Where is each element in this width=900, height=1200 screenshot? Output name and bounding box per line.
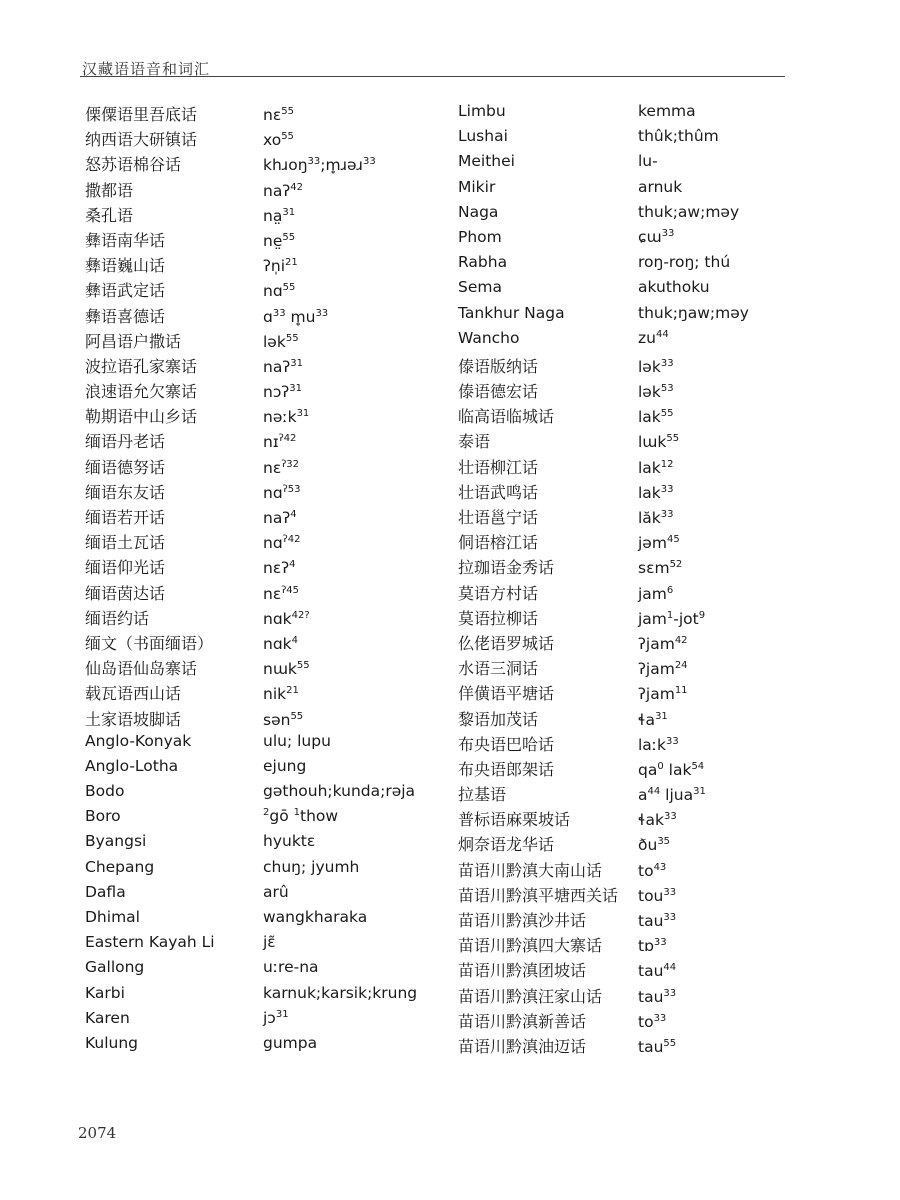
entry-row [85, 681, 455, 706]
word-form: nɑk$^4$ [263, 634, 299, 653]
entry-row [458, 379, 818, 404]
language-name: 浪速语允欠寨话 [85, 382, 198, 402]
word-form: lak$^{33}$ [638, 483, 674, 502]
entry-row [458, 707, 818, 732]
word-form: chuŋ; jyumh [263, 857, 360, 876]
language-name: Byangsi [85, 832, 147, 851]
entry-row [458, 203, 818, 228]
language-name: 侗语榕江话 [458, 533, 539, 553]
word-form: ɬa$^{31}$ [638, 710, 668, 729]
word-form: jəm$^{45}$ [638, 534, 680, 553]
entry-row [458, 908, 818, 933]
language-name: 彝语武定话 [85, 281, 166, 301]
right-column [458, 102, 818, 1059]
entry-row [85, 480, 455, 505]
language-name: Phom [458, 227, 502, 246]
word-form: kemma [638, 102, 696, 120]
language-name: 壮语武鸣话 [458, 482, 539, 502]
word-form: nɔʔ$^{31}$ [263, 382, 302, 402]
entry-row [458, 505, 818, 530]
word-form: na̤$^{31}$ [263, 206, 296, 225]
word-form: nɛ$^{ʔ45}$ [263, 584, 300, 603]
word-form: tou$^{33}$ [638, 886, 677, 905]
entry-row [85, 1034, 455, 1059]
word-form: lək$^{53}$ [638, 382, 674, 402]
word-form: arû [263, 882, 289, 901]
entry-row [85, 555, 455, 580]
header-rule [80, 76, 785, 77]
word-form: ne̤$^{55}$ [263, 231, 296, 250]
language-name: 苗语川黔滇四大寨话 [458, 936, 603, 956]
entry-row [85, 228, 455, 253]
word-form: roŋ-roŋ; thú [638, 253, 731, 272]
language-name: 缅语仰光话 [85, 558, 166, 578]
language-name: 苗语川黔滇平塘西关话 [458, 885, 619, 905]
word-form: ulu; lupu [263, 731, 331, 750]
entry-row [458, 152, 818, 177]
entry-row [458, 858, 818, 883]
entry-row [458, 555, 818, 580]
entry-row [458, 278, 818, 303]
entry-row [85, 958, 455, 983]
entry-row [458, 1009, 818, 1034]
word-form: nɪ$^{ʔ42}$ [263, 433, 297, 452]
entry-row [85, 832, 455, 857]
word-form: tau$^{33}$ [638, 987, 677, 1006]
entry-row [458, 782, 818, 807]
language-name: 傣语版纳话 [458, 356, 539, 376]
language-name: 土家语坡脚话 [85, 709, 182, 729]
language-name: 载瓦语西山话 [85, 684, 182, 704]
entry-row [458, 606, 818, 631]
language-name: Dhimal [85, 908, 140, 926]
word-form: laːk$^{33}$ [638, 735, 679, 754]
entry-row [85, 732, 455, 757]
language-name: 苗语川黔滇油迈话 [458, 1036, 587, 1056]
entry-row [458, 404, 818, 429]
word-form: uːre-na [263, 958, 319, 977]
language-name: 彝语巍山话 [85, 256, 166, 276]
entry-row [85, 429, 455, 454]
entry-row [85, 304, 455, 329]
language-name: 苗语川黔滇沙井话 [458, 911, 587, 930]
language-name: 缅语茵达话 [85, 583, 166, 603]
language-name: Kulung [85, 1033, 139, 1052]
language-name: 阿昌语户撒话 [85, 331, 182, 351]
word-form: nɯk$^{55}$ [263, 659, 310, 679]
entry-row [458, 178, 818, 203]
language-name: 黎语加茂话 [458, 709, 539, 729]
word-form: ejung [263, 756, 307, 775]
language-name: 布央语郎架话 [458, 759, 555, 779]
word-form: naʔ$^{42}$ [263, 181, 303, 200]
language-name: 缅文（书面缅语） [85, 633, 214, 653]
word-form: sən$^{55}$ [263, 710, 304, 729]
language-name: 缅语若开话 [85, 508, 166, 527]
entry-row [85, 858, 455, 883]
entry-row [85, 127, 455, 152]
language-name: 仫佬语罗城话 [458, 633, 555, 653]
entry-row [458, 429, 818, 454]
entry-row [85, 1009, 455, 1034]
language-name: 炯奈语龙华话 [458, 835, 555, 855]
word-form: tau$^{55}$ [638, 1037, 677, 1056]
word-form: khɹoŋ$^{33}$;m̥ɹəɹ$^{33}$ [263, 156, 376, 175]
entry-row [85, 455, 455, 480]
entry-row [85, 782, 455, 807]
language-name: Rabha [458, 253, 508, 272]
entry-row [458, 656, 818, 681]
entry-row [85, 203, 455, 228]
entry-row [85, 278, 455, 303]
word-form: ɕɯ$^{33}$ [638, 227, 675, 246]
word-form: $ðu^{35}$ [638, 836, 671, 855]
word-form: tɒ$^{33}$ [638, 937, 667, 956]
language-name: 勒期语中山乡话 [85, 407, 198, 427]
language-name: Dafla [85, 882, 126, 901]
entry-row [85, 581, 455, 606]
entry-row [458, 581, 818, 606]
language-name: Lushai [458, 127, 508, 146]
entry-row [85, 404, 455, 429]
entry-row [85, 807, 455, 832]
word-form: ʔjam$^{11}$ [638, 685, 688, 704]
word-form: akuthoku [638, 278, 710, 297]
word-form: $to^{33}$ [638, 1012, 667, 1031]
entry-row [85, 883, 455, 908]
language-name: 佯僙语平塘话 [458, 684, 555, 704]
language-name: 傈僳语里吾底话 [85, 105, 198, 124]
language-name: Wancho [458, 328, 520, 347]
language-name: Karbi [85, 983, 125, 1002]
word-form: $a^{44}$ ljua$^{31}$ [638, 785, 706, 805]
entry-row [458, 732, 818, 757]
word-form: $^2$gō $^1$thow [263, 807, 339, 826]
word-form: arnuk [638, 177, 683, 196]
entry-row [85, 354, 455, 379]
entry-row [85, 933, 455, 958]
entry-row [85, 707, 455, 732]
entry-row [85, 152, 455, 177]
language-name: Mikir [458, 177, 496, 196]
word-form: tau$^{44}$ [638, 962, 677, 981]
word-form: $to^{43}$ [638, 861, 667, 880]
language-name: 傣语德宏话 [458, 382, 539, 402]
language-name: Limbu [458, 102, 506, 120]
word-form: jɔ$^{31}$ [263, 1008, 289, 1027]
word-form: lăk$^{33}$ [638, 508, 674, 527]
left-column [85, 102, 455, 1059]
word-form: sɛm$^{52}$ [638, 559, 683, 578]
entry-row [85, 631, 455, 656]
language-name: 波拉语孔家寨话 [85, 356, 198, 376]
word-form: nɑ$^{55}$ [263, 282, 296, 301]
entry-row [85, 253, 455, 278]
entry-row [458, 933, 818, 958]
entry-row [458, 354, 818, 379]
language-name: 彝语喜德话 [85, 306, 166, 326]
entry-row [85, 908, 455, 933]
entry-row [458, 127, 818, 152]
language-name: 拉珈语金秀话 [458, 558, 555, 578]
entry-row [85, 329, 455, 354]
word-form: nɛ$^{ʔ32}$ [263, 458, 300, 477]
language-name: 桑孔语 [85, 205, 134, 225]
word-form: gumpa [263, 1033, 318, 1052]
word-form: wangkharaka [263, 908, 368, 926]
word-form: nɑ$^{ʔ42}$ [263, 534, 301, 553]
language-name: 纳西语大研镇话 [85, 130, 198, 150]
page-number: 2074 [78, 1124, 117, 1142]
entry-row [458, 253, 818, 278]
language-name: 泰语 [458, 432, 491, 452]
language-name: Karen [85, 1008, 130, 1027]
word-form: thuk;aw;məy [638, 202, 740, 221]
entry-row [458, 228, 818, 253]
entry-row [458, 455, 818, 480]
word-form: thûk;thûm [638, 127, 719, 146]
word-form: nɛʔ$^4$ [263, 559, 296, 578]
language-name: 缅语丹老话 [85, 432, 166, 452]
running-header: 汉藏语语音和词汇 [82, 60, 211, 78]
word-form: karnuk;karsik;krung [263, 983, 418, 1002]
language-name: 苗语川黔滇新善话 [458, 1011, 587, 1031]
entry-row [85, 505, 455, 530]
language-name: Gallong [85, 958, 145, 977]
language-name: 苗语川黔滇团坡话 [458, 961, 587, 981]
entry-row [458, 1034, 818, 1059]
language-name: 临高语临城话 [458, 407, 555, 427]
entry-row [458, 102, 818, 127]
language-name: 仙岛语仙岛寨话 [85, 659, 198, 679]
word-form: naʔ$^{31}$ [263, 357, 303, 376]
word-form: jam$^1$-jot$^9$ [638, 609, 706, 628]
entry-row [458, 329, 818, 354]
word-form: hyuktɛ [263, 832, 316, 851]
language-name: Anglo-Lotha [85, 756, 179, 775]
word-form: $xo^{55}$ [263, 131, 294, 150]
language-name: Tankhur Naga [458, 303, 565, 322]
word-form: ɬak$^{33}$ [638, 811, 677, 830]
language-name: 壮语柳江话 [458, 457, 539, 477]
entry-row [458, 757, 818, 782]
word-form: lu- [638, 152, 658, 171]
word-form: ɑ$^{33}$ $m̥u^{33}$ [263, 307, 329, 326]
language-name: 拉基语 [458, 785, 507, 805]
word-form: lɯk$^{55}$ [638, 433, 680, 452]
word-form: lək$^{33}$ [638, 357, 674, 376]
word-form: nəːk$^{31}$ [263, 408, 310, 427]
word-form: $zu^{44}$ [638, 328, 669, 347]
language-name: Bodo [85, 782, 125, 801]
language-name: Anglo-Konyak [85, 731, 192, 750]
word-form: ʔjam$^{42}$ [638, 634, 688, 653]
language-name: 莫语拉柳话 [458, 608, 539, 628]
entry-row [85, 178, 455, 203]
language-name: 普标语麻栗坡话 [458, 810, 571, 830]
language-name: 布央语巴哈话 [458, 734, 555, 754]
word-form: $qa^0$ lak$^{54}$ [638, 760, 705, 779]
word-form: thuk;ŋaw;məy [638, 303, 749, 322]
language-name: 莫语方村话 [458, 583, 539, 603]
language-name: 苗语川黔滇大南山话 [458, 860, 603, 880]
language-name: Chepang [85, 857, 155, 876]
word-form: gəthouh;kunda;rəja [263, 782, 416, 801]
entry-row [458, 530, 818, 555]
language-name: Meithei [458, 152, 515, 171]
language-name: 缅语德努话 [85, 457, 166, 477]
word-form: jɛ̃ [263, 933, 276, 952]
entry-row [458, 681, 818, 706]
entry-row [85, 757, 455, 782]
language-name: 壮语邕宁话 [458, 508, 539, 527]
entry-row [85, 656, 455, 681]
entry-row [85, 530, 455, 555]
language-name: 苗语川黔滇汪家山话 [458, 986, 603, 1006]
entry-row [458, 984, 818, 1009]
word-form: lək$^{55}$ [263, 332, 299, 351]
language-name: 水语三洞话 [458, 659, 539, 679]
entry-row [458, 883, 818, 908]
entry-row [458, 807, 818, 832]
language-name: 缅语土瓦话 [85, 533, 166, 553]
word-form: jam$^6$ [638, 584, 674, 603]
word-form: nɑ$^{ʔ53}$ [263, 483, 301, 502]
word-form: nɛ$^{55}$ [263, 105, 294, 124]
entry-row [458, 832, 818, 857]
entry-row [458, 958, 818, 983]
word-form: lak$^{12}$ [638, 458, 674, 477]
entry-row [458, 631, 818, 656]
language-name: 缅语东友话 [85, 482, 166, 502]
language-name: 缅语约话 [85, 608, 150, 628]
language-name: Boro [85, 807, 121, 826]
word-form: naʔ$^4$ [263, 508, 297, 527]
word-form: lak$^{55}$ [638, 408, 674, 427]
language-name: Sema [458, 278, 502, 297]
entry-row [85, 379, 455, 404]
entry-row [458, 480, 818, 505]
entry-row [85, 606, 455, 631]
language-name: Naga [458, 202, 499, 221]
language-name: 彝语南华话 [85, 230, 166, 250]
word-form: $ʔn̩i^{21}$ [263, 256, 298, 276]
word-form: tau$^{33}$ [638, 911, 677, 930]
language-name: Eastern Kayah Li [85, 933, 215, 952]
word-form: nɑk$^{42?}$ [263, 609, 310, 628]
word-form: ʔjam$^{24}$ [638, 659, 688, 679]
language-name: 撒都语 [85, 180, 134, 200]
entry-row [85, 102, 455, 127]
entry-row [85, 984, 455, 1009]
word-form: nik$^{21}$ [263, 685, 299, 704]
language-name: 怒苏语棉谷话 [85, 155, 182, 175]
entry-row [458, 304, 818, 329]
